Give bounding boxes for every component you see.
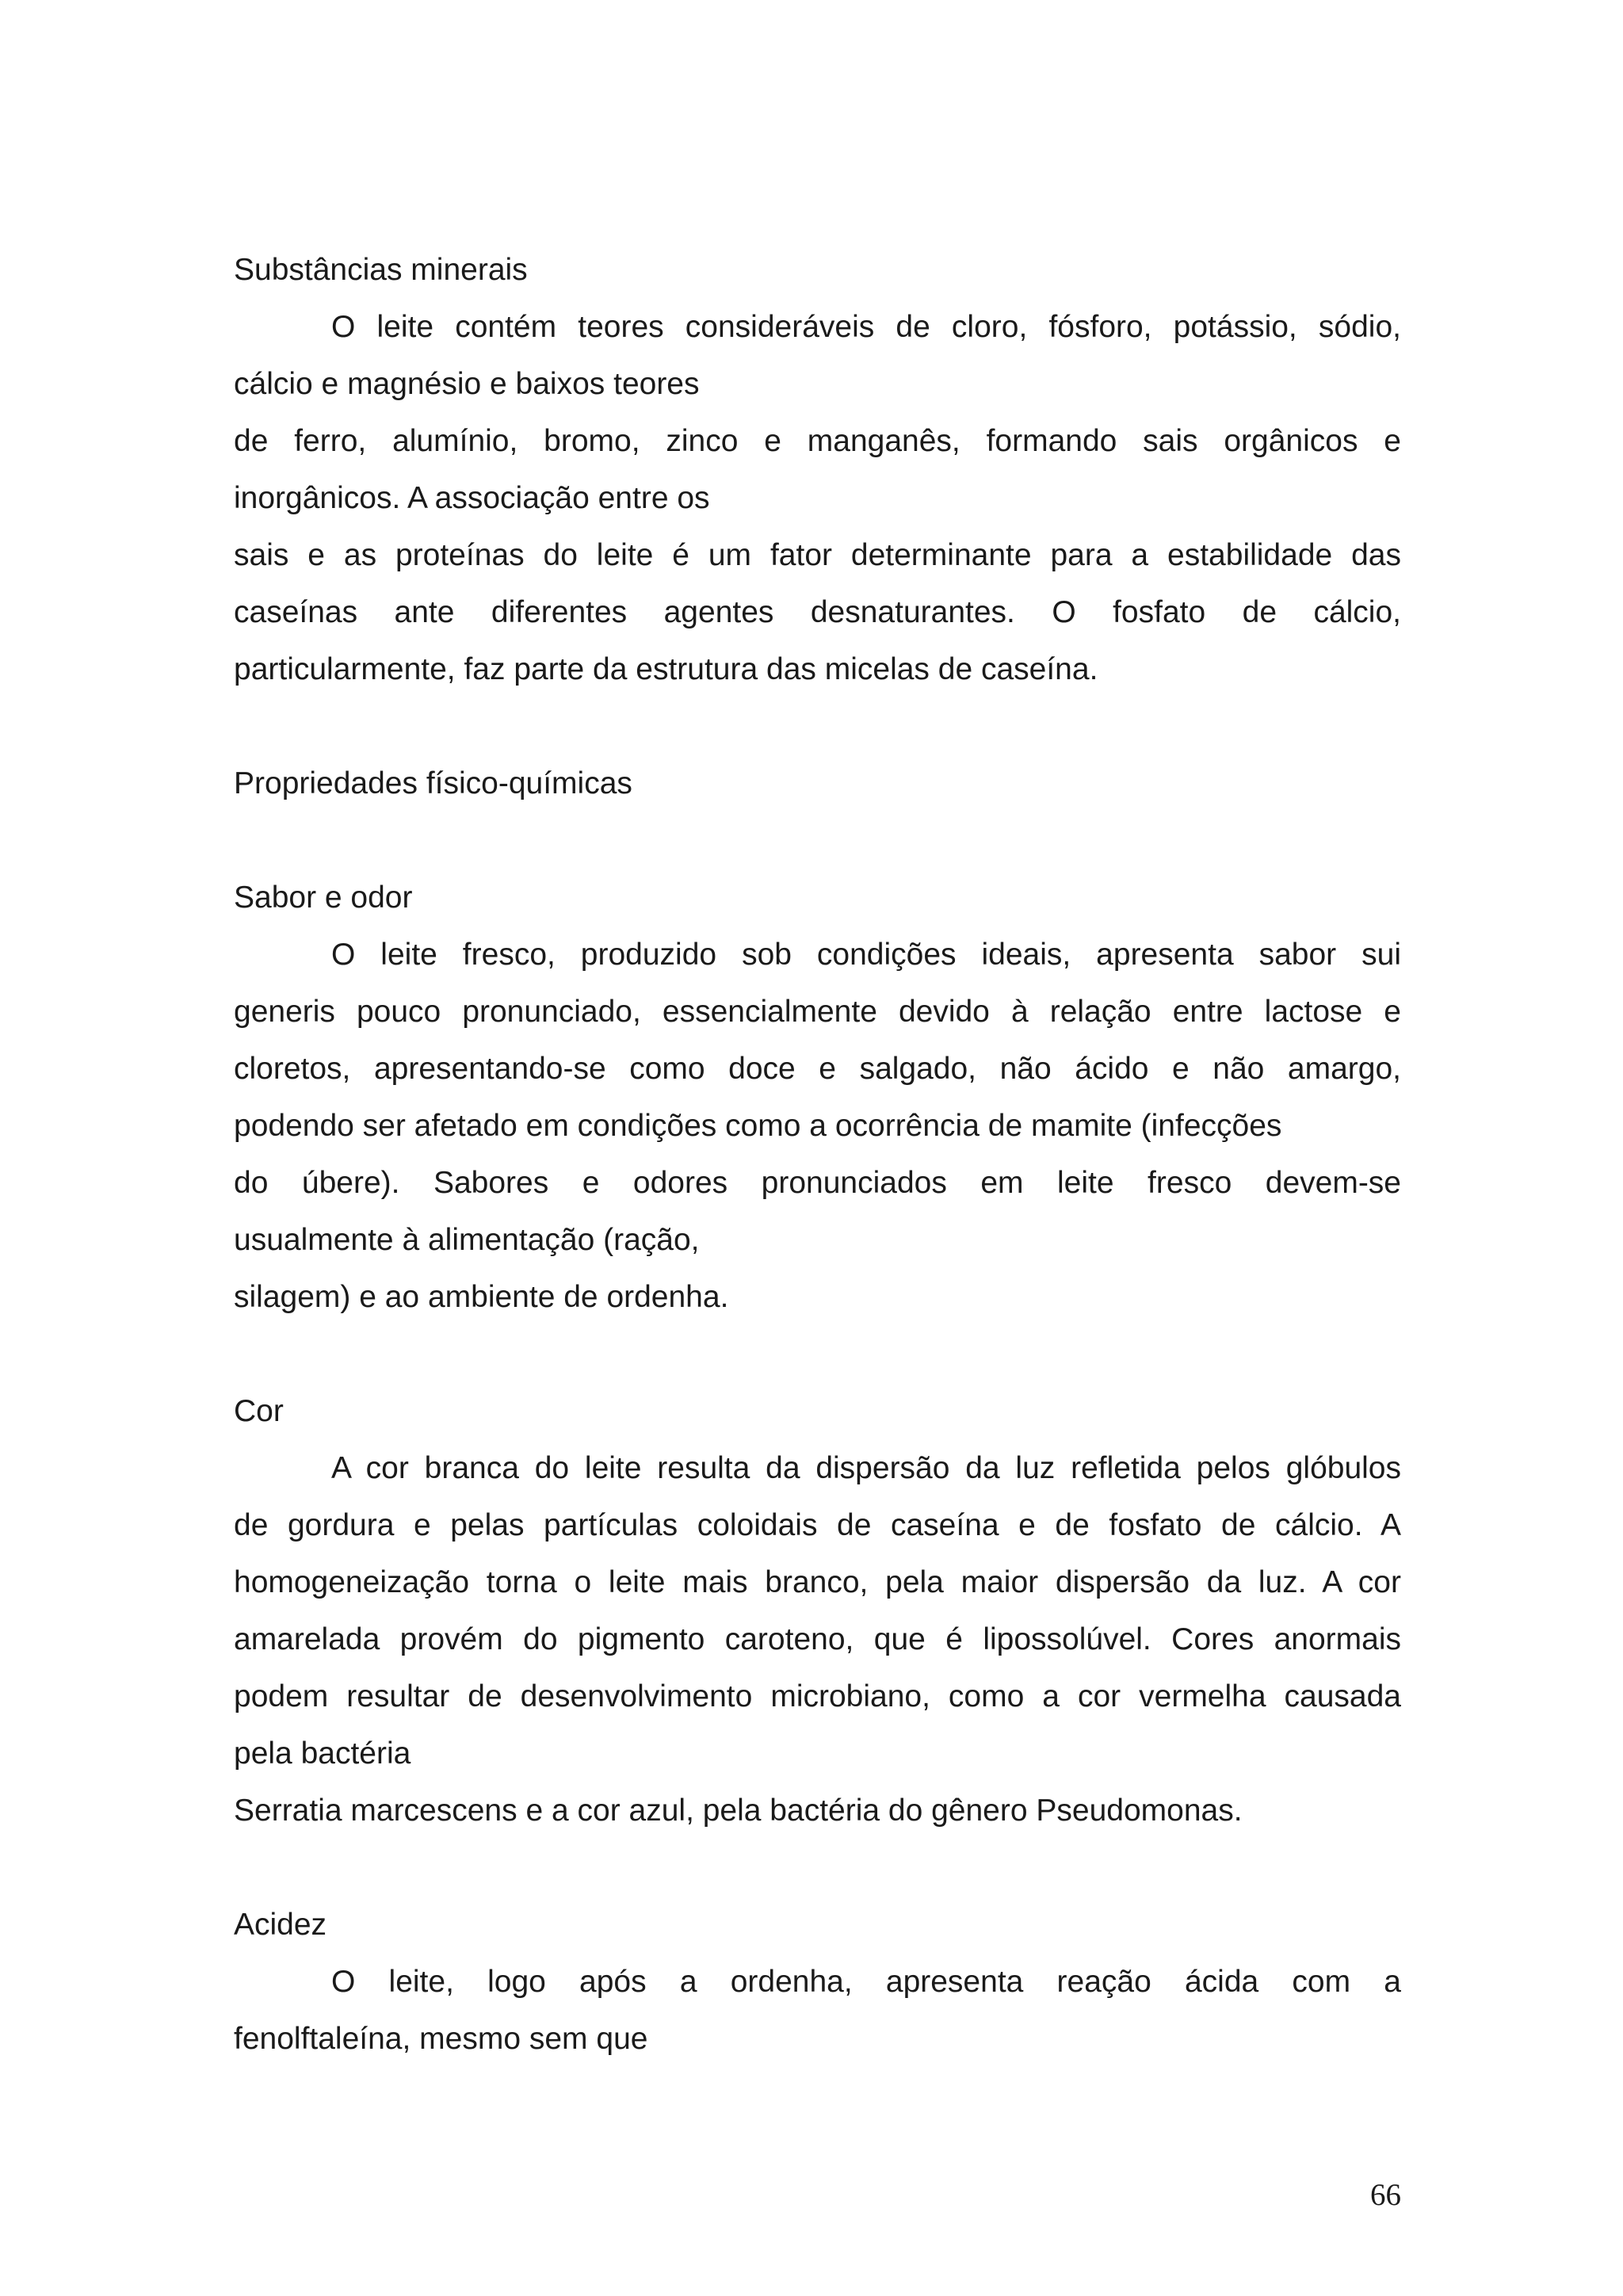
paragraph-line: caseínas ante diferentes agentes desnaturantes. O fosfato de cálcio, (234, 595, 1401, 629)
paragraph-line: fenolftaleína, mesmo sem que (234, 2022, 648, 2056)
paragraph-line: O leite, logo após a ordenha, apresenta reação ácida com a (331, 1965, 1401, 1999)
paragraph-line: A cor branca do leite resulta da dispersão da luz refletida pelos glóbulos (331, 1451, 1401, 1485)
blank-line (234, 812, 1401, 869)
paragraph-line: de gordura e pelas partículas coloidais de caseína e de fosfato de cálcio. A (234, 1508, 1401, 1542)
paragraph-line: Serratia marcescens e a cor azul, pela bactéria do gênero Pseudomonas. (234, 1794, 1243, 1828)
blank-line (234, 1839, 1401, 1897)
paragraph-line: cloretos, apresentando-se como doce e salgado, não ácido e não amargo, (234, 1052, 1401, 1086)
paragraph-line: O leite contém teores consideráveis de cloro, fósforo, potássio, sódio, (331, 310, 1401, 344)
paragraph-line: podem resultar de desenvolvimento microbiano, como a cor vermelha causada (234, 1679, 1401, 1713)
blank-line (234, 698, 1401, 755)
paragraph-line: sais e as proteínas do leite é um fator determinante para a estabilidade das (234, 538, 1401, 572)
paragraph-line: de ferro, alumínio, bromo, zinco e manganês, formando sais orgânicos e (234, 424, 1401, 458)
paragraph-line: particularmente, faz parte da estrutura das micelas de caseína. (234, 652, 1098, 686)
paragraph-line: amarelada provém do pigmento caroteno, que é lipossolúvel. Cores anormais (234, 1622, 1401, 1656)
paragraph-line: inorgânicos. A associação entre os (234, 481, 710, 515)
paragraph-line: podendo ser afetado em condições como a ocorrência de mamite (infecções (234, 1109, 1282, 1143)
paragraph-line: do úbere). Sabores e odores pronunciados em leite fresco devem-se (234, 1166, 1401, 1200)
paragraph-line: generis pouco pronunciado, essencialmente devido à relação entre lactose e (234, 995, 1401, 1029)
page-number: 66 (1370, 2178, 1401, 2212)
paragraph-line: homogeneização torna o leite mais branco, pela maior dispersão da luz. A cor (234, 1565, 1401, 1599)
heading-sabor-e-odor: Sabor e odor (234, 881, 413, 915)
paragraph-line: pela bactéria (234, 1736, 411, 1771)
heading-propriedades-fisico-quimicas: Propriedades físico-químicas (234, 766, 632, 800)
heading-acidez: Acidez (234, 1908, 327, 1942)
paragraph-line: usualmente à alimentação (ração, (234, 1223, 700, 1257)
paragraph-line: cálcio e magnésio e baixos teores (234, 367, 700, 401)
body-text (234, 242, 1401, 2068)
heading-substancias-minerais: Substâncias minerais (234, 253, 528, 287)
paragraph-line: silagem) e ao ambiente de ordenha. (234, 1280, 729, 1314)
blank-line (234, 1326, 1401, 1383)
heading-cor: Cor (234, 1394, 284, 1428)
paragraph-line: O leite fresco, produzido sob condições ideais, apresenta sabor sui (331, 938, 1401, 972)
